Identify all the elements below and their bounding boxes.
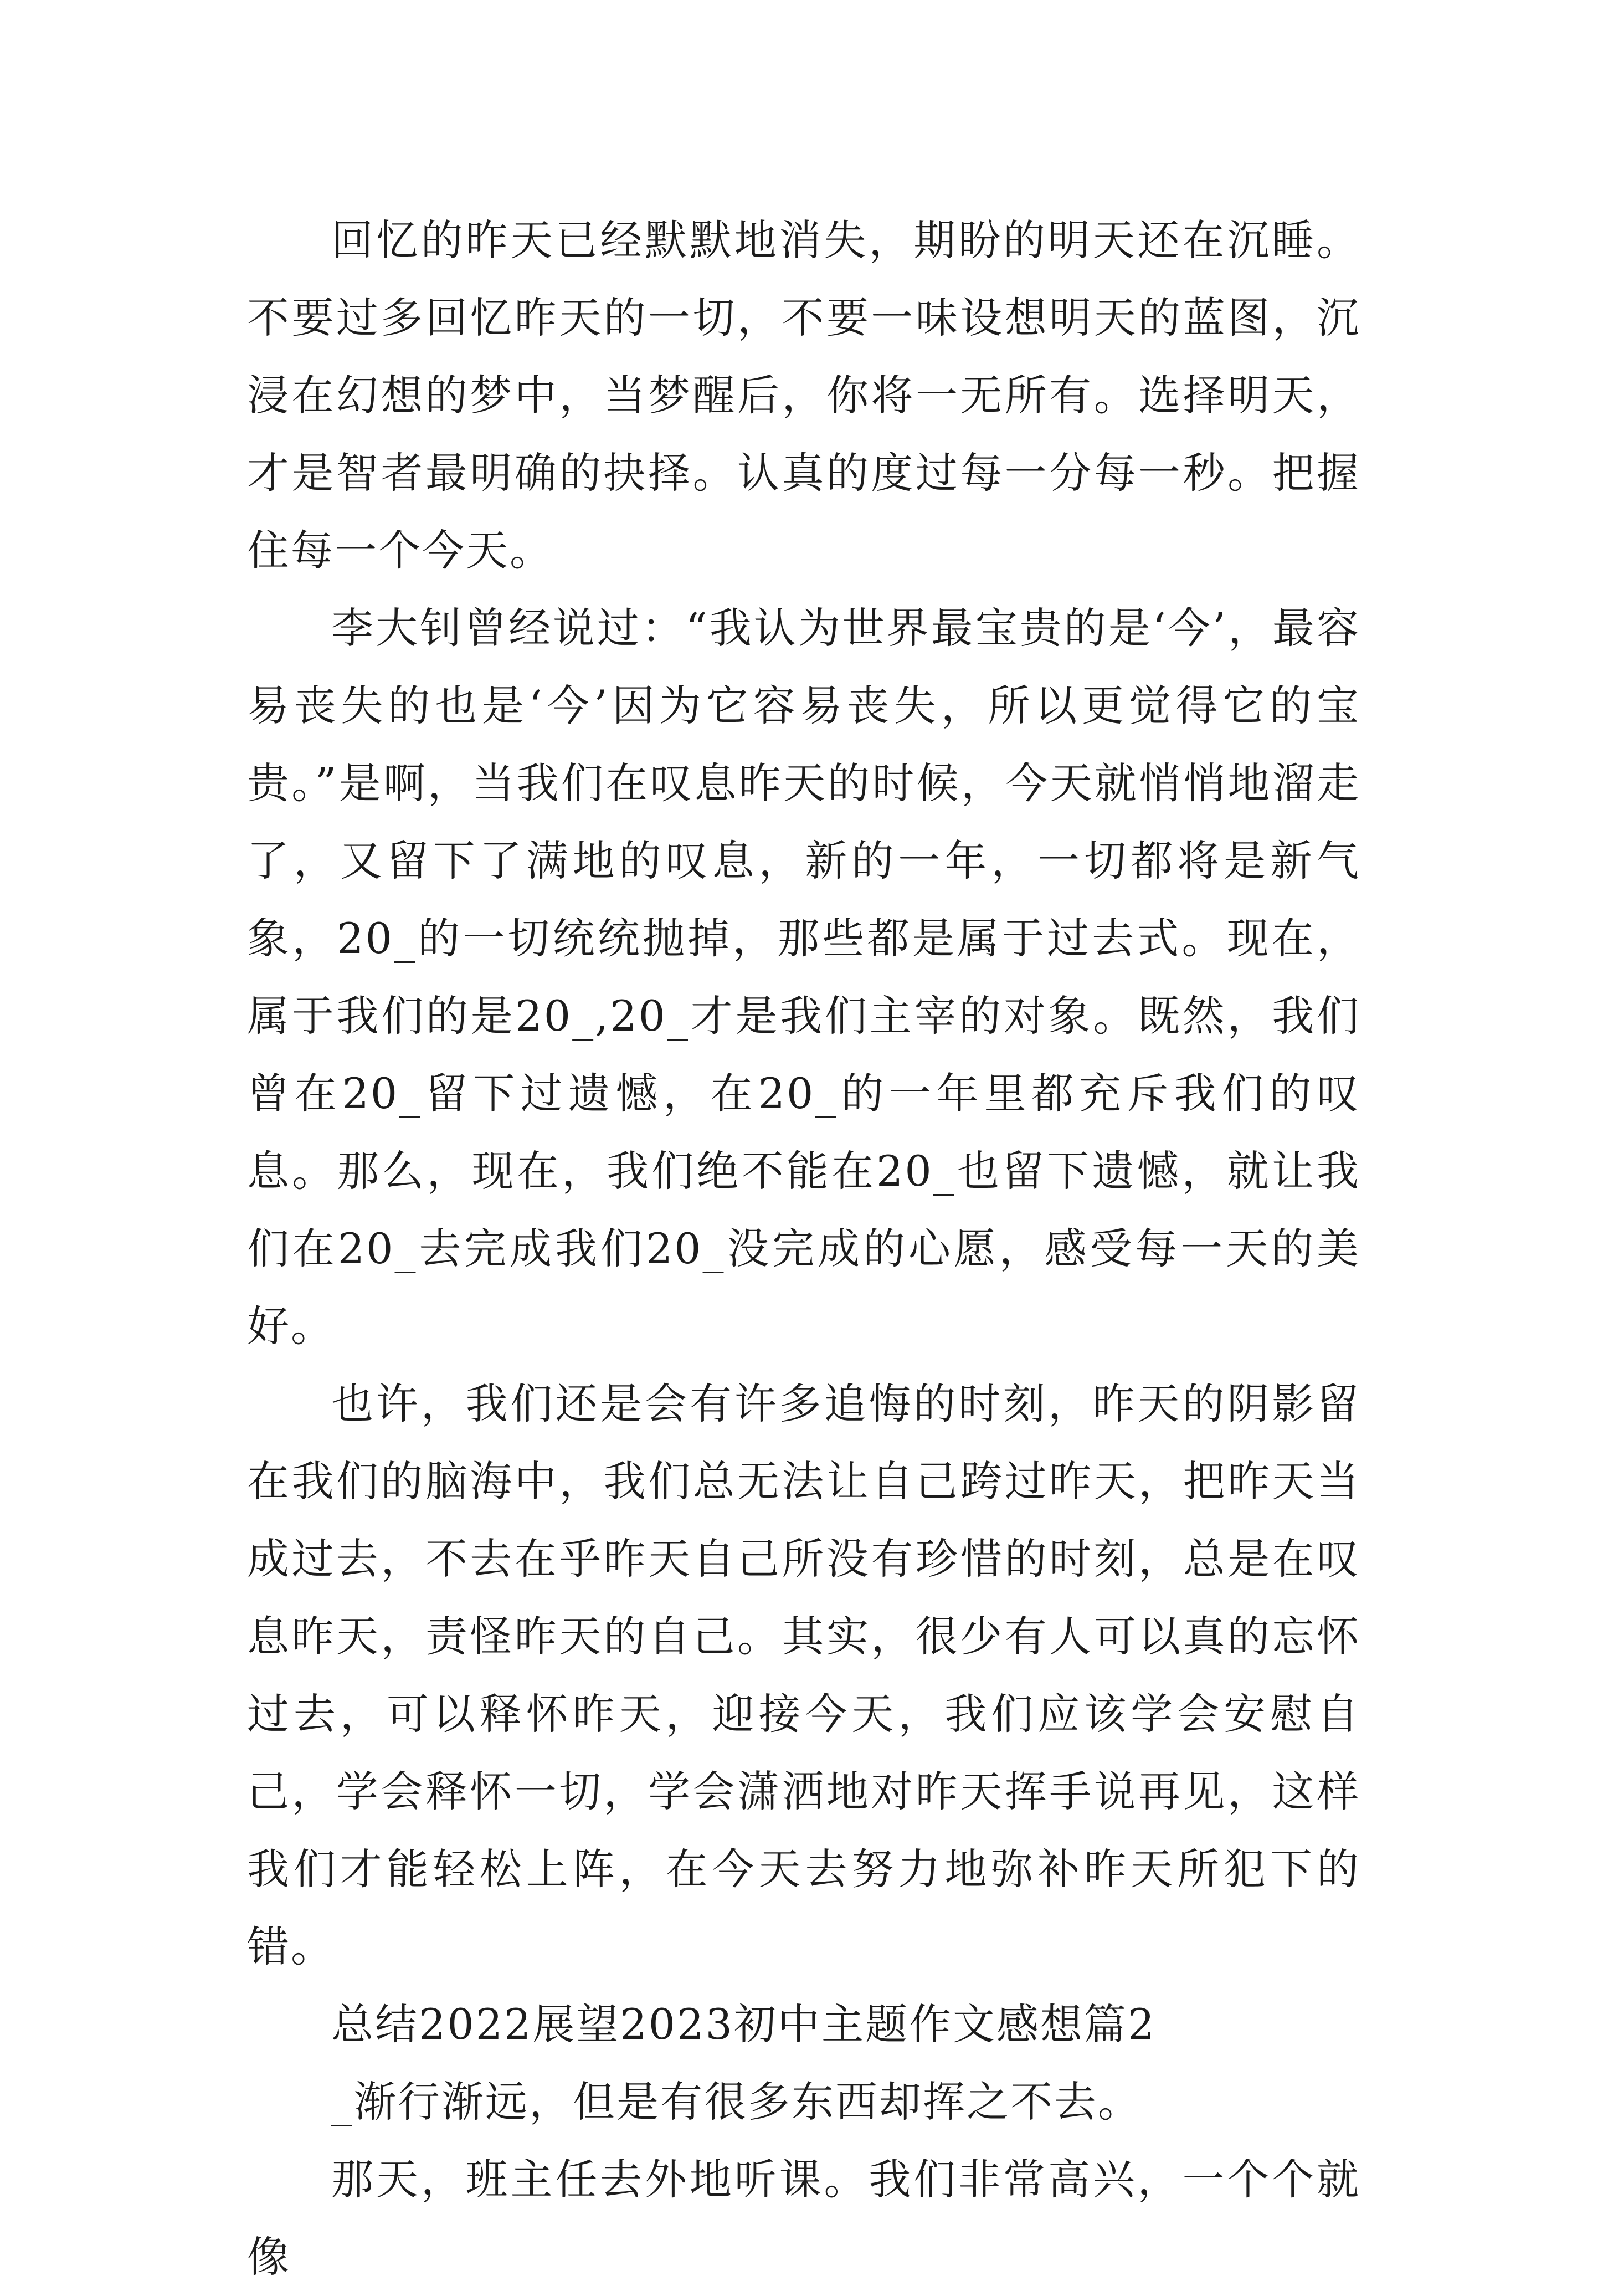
paragraph-5: 那天，班主任去外地听课。我们非常高兴，一个个就像 <box>247 2155 1360 2282</box>
paragraph-4: _渐行渐远，但是有很多东西却挥之不去。 <box>331 2077 1142 2126</box>
paragraph-2: 李大钊曾经说过：“我认为世界最宝贵的是‘今’，最容易丧失的也是‘今’因为它容易丧失，所以更觉得它的宝贵。”是啊，当我们在叹息昨天的时候，今天就悄悄地溜走了，又留下了满地的叹息，新的一年，一切都将是新气象，20_的一切统统抛掉，那些都是属于过去式。现在，属于我们的是20_,20_才是我们主宰的对象。既然，我们曾在20_留下过遗憾，在20_的一年里都充斥我们的叹息。那么，现在，我们绝不能在20_也留下遗憾，就让我们在20_去完成我们20_没完成的心愿，感受每一天的美好。 <box>247 603 1360 1351</box>
paragraph-3: 也许，我们还是会有许多追悔的时刻，昨天的阴影留在我们的脑海中，我们总无法让自己跨过昨天，把昨天当成过去，不去在乎昨天自己所没有珍惜的时刻，总是在叹息昨天，责怪昨天的自己。其实，很少有人可以真的忘怀过去，可以释怀昨天，迎接今天，我们应该学会安慰自己，学会释怀一切，学会潇洒地对昨天挥手说再见，这样我们才能轻松上阵，在今天去努力地弥补昨天所犯下的错。 <box>247 1379 1360 1971</box>
section-heading: 总结2022展望2023初中主题作文感想篇2 <box>331 2000 1157 2049</box>
paragraph-1: 回忆的昨天已经默默地消失，期盼的明天还在沉睡。不要过多回忆昨天的一切，不要一味设想明天的蓝图，沉浸在幻想的梦中，当梦醒后，你将一无所有。选择明天，才是智者最明确的抉择。认真的度过每一分每一秒。把握住每一个今天。 <box>247 216 1360 575</box>
document-body <box>247 202 1360 2296</box>
